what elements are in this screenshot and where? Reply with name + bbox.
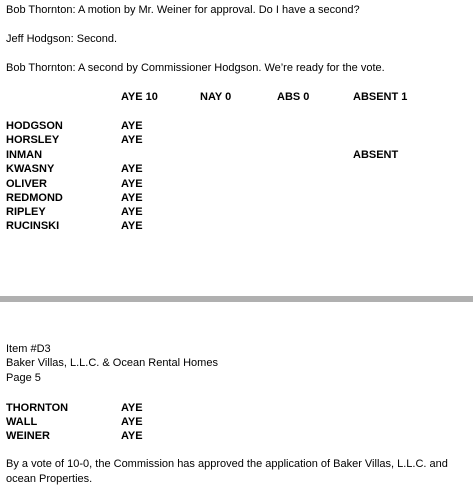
vote-name: INMAN: [6, 149, 43, 161]
vote-aye: AYE: [121, 120, 143, 132]
vote-aye: AYE: [121, 192, 143, 204]
vote-header-nay: NAY 0: [200, 91, 232, 103]
item-title: Baker Villas, L.L.C. & Ocean Rental Homes: [6, 357, 218, 369]
statement-thornton-vote: Bob Thornton: A second by Commissioner Hodgson. We’re ready for the vote.: [6, 62, 385, 74]
vote-aye: AYE: [121, 402, 143, 414]
page-number: Page 5: [6, 372, 41, 384]
vote-name: RIPLEY: [6, 206, 46, 218]
vote-aye: AYE: [121, 220, 143, 232]
vote-aye: AYE: [121, 163, 143, 175]
vote-aye: AYE: [121, 206, 143, 218]
vote-conclusion: By a vote of 10-0, the Commission has approved the application of Baker Villas, L.L.C. and ocean Properties.: [6, 458, 448, 485]
vote-name: HORSLEY: [6, 134, 60, 146]
vote-name: RUCINSKI: [6, 220, 60, 232]
vote-name: WALL: [6, 416, 38, 428]
vote-aye: AYE: [121, 178, 143, 190]
vote-name: THORNTON: [6, 402, 69, 414]
vote-header-aye: AYE 10: [121, 91, 158, 103]
vote-name: HODGSON: [6, 120, 63, 132]
vote-name: REDMOND: [6, 192, 63, 204]
vote-absent: ABSENT: [353, 149, 399, 161]
statement-thornton-motion: Bob Thornton: A motion by Mr. Weiner for approval. Do I have a second?: [6, 4, 360, 16]
statement-hodgson-second: Jeff Hodgson: Second.: [6, 33, 118, 45]
vote-header-abs: ABS 0: [277, 91, 310, 103]
vote-header-absent: ABSENT 1: [353, 91, 408, 103]
vote-aye: AYE: [121, 134, 143, 146]
item-number: Item #D3: [6, 343, 51, 355]
vote-aye: AYE: [121, 416, 143, 428]
vote-name: OLIVER: [6, 178, 47, 190]
vote-name: WEINER: [6, 430, 50, 442]
vote-name: KWASNY: [6, 163, 55, 175]
page-break: [0, 296, 473, 302]
vote-aye: AYE: [121, 430, 143, 442]
